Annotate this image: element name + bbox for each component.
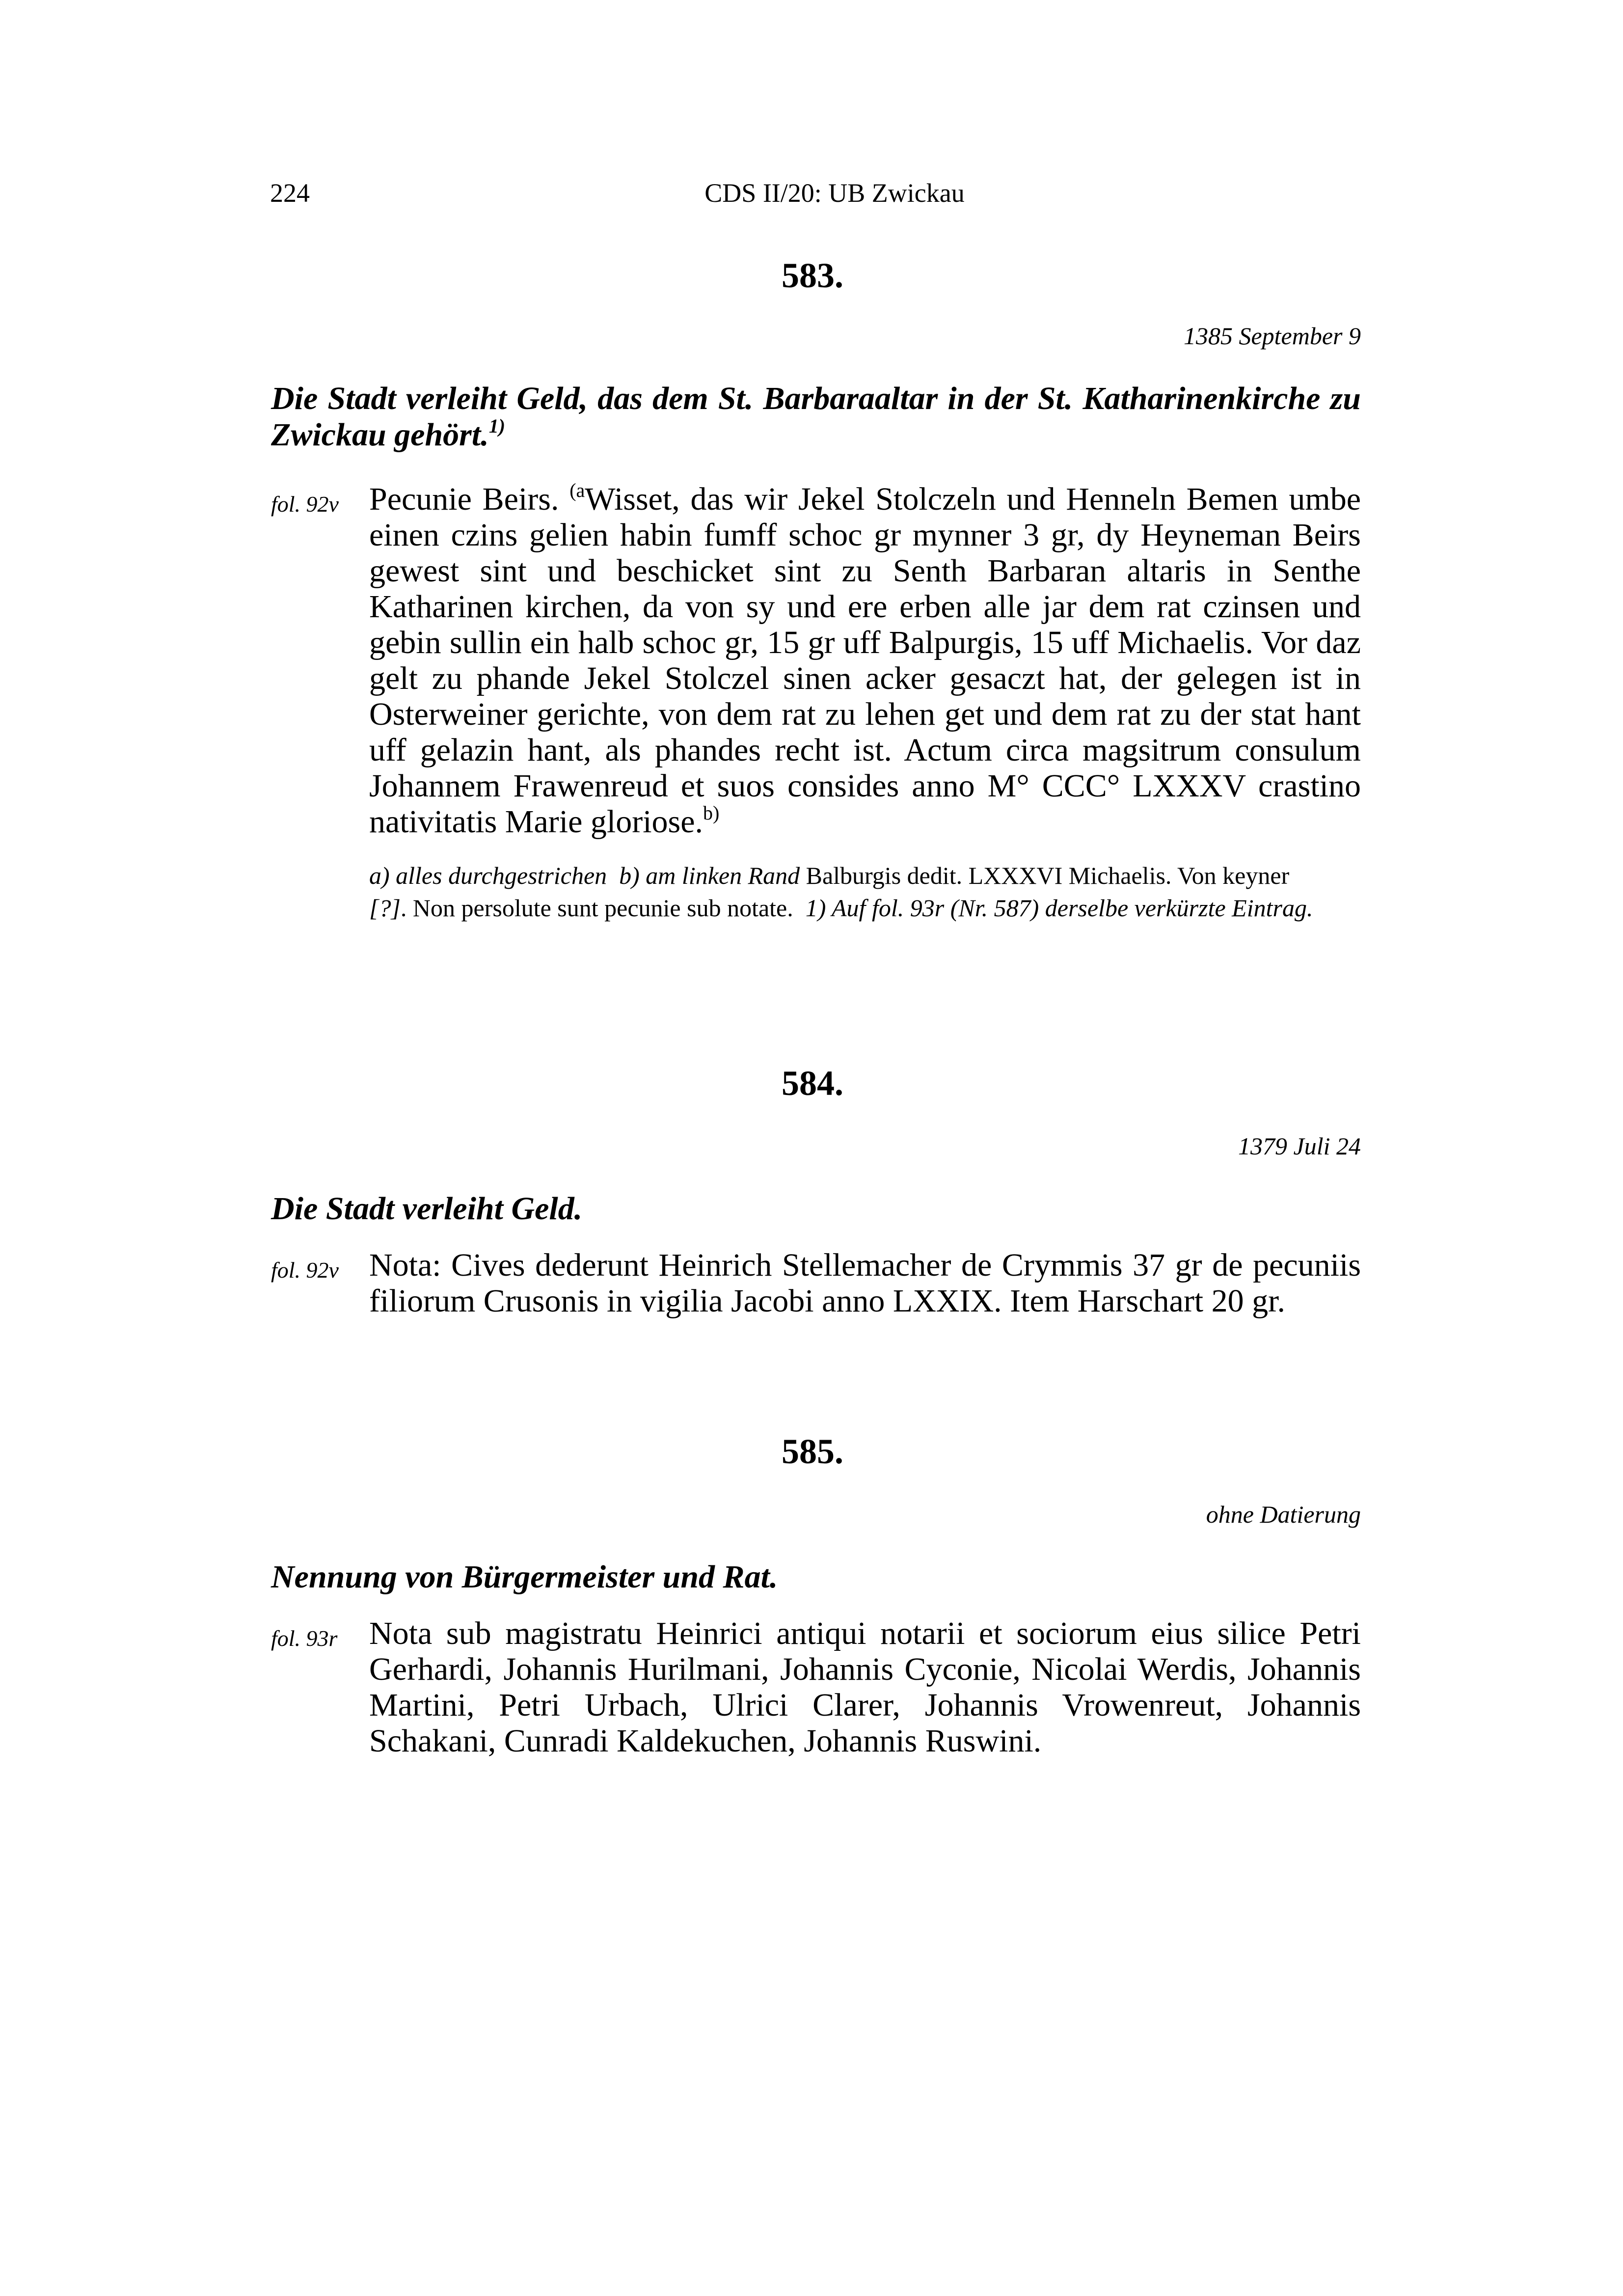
- page-number: 224: [270, 178, 310, 208]
- entry-584-title: Die Stadt verleiht Geld.: [271, 1191, 583, 1227]
- note-b-text-1: Balburgis dedit. LXXXVI Michaelis. Von keyner: [806, 862, 1290, 889]
- entry-584-body: Nota: Cives dederunt Heinrich Stellemacher de Crymmis 37 gr de pecuniis filiorum Crusonis in vigilia Jacobi anno LXXIX. Item Harschart 20 gr.: [369, 1247, 1361, 1319]
- entry-584-folio: fol. 92v: [271, 1257, 339, 1283]
- entry-585-number: 585.: [782, 1432, 843, 1471]
- entry-583-title: [271, 381, 1361, 453]
- note-b-text-2: . Non persolute sunt pecunie sub notate.: [400, 894, 793, 922]
- note-a-open-marker: (a: [569, 479, 585, 501]
- entry-583-folio: fol. 92v: [271, 492, 339, 517]
- entry-583-notes: [369, 859, 1331, 924]
- entry-583-body: [369, 481, 1361, 840]
- running-head: CDS II/20: UB Zwickau: [704, 178, 965, 208]
- entry-583-date: 1385 September 9: [1183, 322, 1361, 350]
- footnote-ref-1: 1): [488, 415, 506, 437]
- note-1: 1) Auf fol. 93r (Nr. 587) derselbe verkürzte Eintrag.: [805, 894, 1313, 922]
- entry-585-title: Nennung von Bürgermeister und Rat.: [271, 1559, 778, 1595]
- entry-585-body: Nota sub magistratu Heinrici antiqui notarii et sociorum eius silice Petri Gerhardi, Johannis Hurilmani, Johannis Cyconie, Nicolai Werdis, Johannis Martini, Petri Urbach, Ulrici Clarer, Johannis Vrowenreut, Johannis Schakani, Cunradi Kaldekuchen, Johannis Ruswini.: [369, 1615, 1361, 1759]
- entry-584-number: 584.: [782, 1064, 843, 1103]
- note-b-uncertain: [?]: [369, 894, 401, 922]
- note-b-marker: b): [703, 802, 720, 824]
- entry-585-date: ohne Datierung: [1206, 1501, 1361, 1528]
- entry-583-body-text: Wisset, das wir Jekel Stolczeln und Henneln Bemen umbe einen czins gelien habin fumff schoc gr mynner 3 gr, dy Heyneman Beirs gewest sint und beschicket sint zu Senth Barbaran altaris in Senthe Katharinen kirchen, da von sy und ere erben alle jar dem rat czinsen und gebin sullin ein halb schoc gr, 15 gr uff Balpurgis, 15 uff Michaelis. Vor daz gelt zu phande Jekel Stolczel sinen acker gesaczt hat, der gelegen ist in Osterweiner gerichte, von dem rat zu lehen get und dem rat zu der stat hant uff gelazin hant, als phandes recht ist. Actum circa magsitrum consulum Johannem Frawenreud et suos consides anno M° CCC° LXXXV crastino nativitatis Marie gloriose.: [369, 481, 1361, 840]
- entry-583-body-intro: Pecunie Beirs.: [369, 481, 570, 517]
- entry-584-date: 1379 Juli 24: [1238, 1132, 1361, 1160]
- entry-583-number: 583.: [782, 256, 843, 295]
- note-a: a) alles durchgestrichen: [369, 862, 607, 889]
- note-b-label: b) am linken Rand: [619, 862, 800, 889]
- entry-583-title-text: Die Stadt verleiht Geld, das dem St. Barbaraaltar in der St. Katharinenkirche zu Zwickau gehört.: [271, 381, 1361, 453]
- entry-585-folio: fol. 93r: [271, 1626, 338, 1651]
